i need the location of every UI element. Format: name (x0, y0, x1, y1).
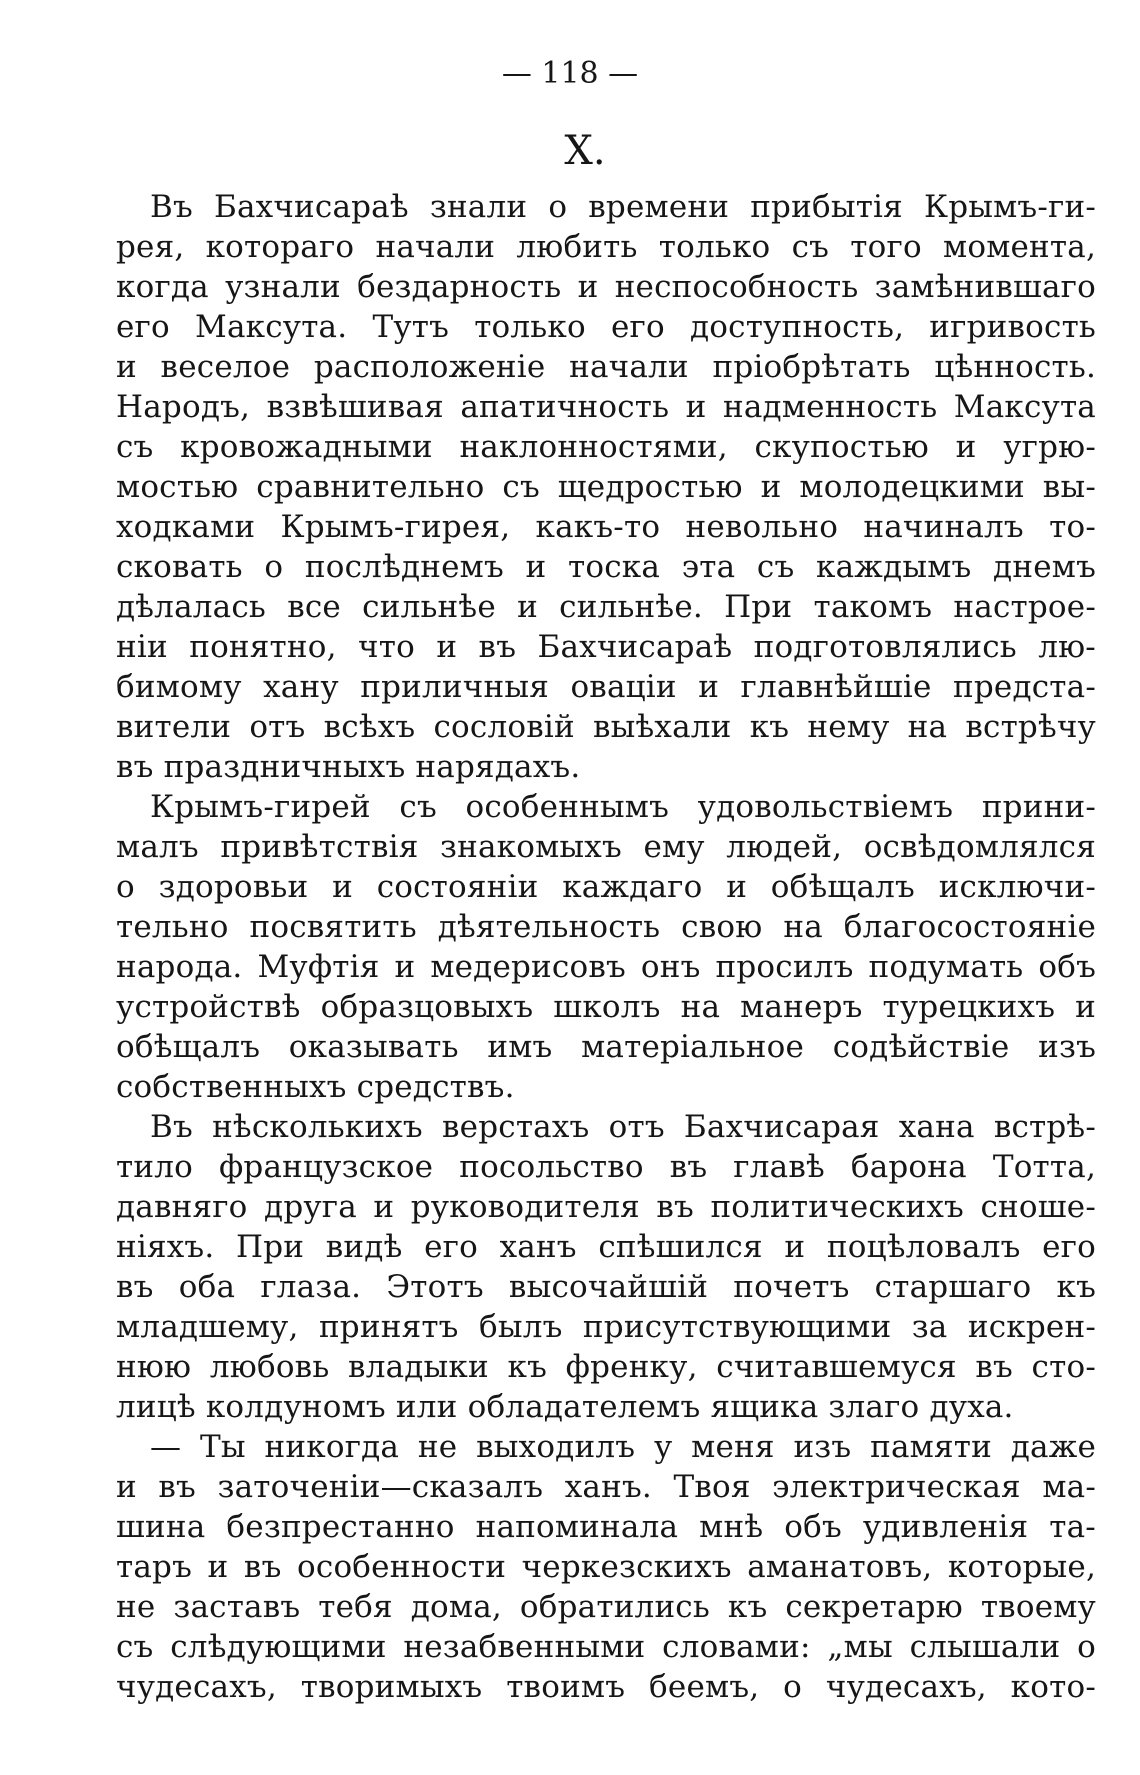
text-line: Крымъ-гирей съ особеннымъ удовольствіемъ прини- (150, 789, 1096, 825)
text-line: Народъ, взвѣшивая апатичность и надменность Максута (116, 389, 1096, 425)
body-text (116, 187, 1096, 1707)
text-line: не заставъ тебя дома, обратились къ секретарю твоему (116, 1589, 1096, 1625)
text-line: бимому хану приличныя оваціи и главнѣйшіе предста- (116, 669, 1096, 705)
text-line: его Максута. Тутъ только его доступность, игривость (116, 309, 1096, 345)
text-line: тило французское посольство въ главѣ барона Тотта, (116, 1149, 1096, 1185)
text-line: съ слѣдующими незабвенными словами: „мы слышали о (116, 1629, 1096, 1665)
paragraph-3 (116, 1107, 1096, 1427)
text-line: обѣщалъ оказывать имъ матеріальное содѣйствіе изъ (116, 1029, 1096, 1065)
paragraph-1 (116, 187, 1096, 787)
text-line: когда узнали бездарность и неспособность замѣнившаго (116, 269, 1096, 305)
text-line: устройствѣ образцовыхъ школъ на манеръ турецкихъ и (116, 989, 1096, 1025)
text-line: малъ привѣтствія знакомыхъ ему людей, освѣдомлялся (116, 829, 1096, 865)
text-line: дѣлалась все сильнѣе и сильнѣе. При такомъ настрое- (116, 589, 1096, 625)
text-line: Въ Бахчисараѣ знали о времени прибытія Крымъ-ги- (150, 189, 1096, 225)
text-line: рея, котораго начали любить только съ того момента, (116, 229, 1096, 265)
text-line: чудесахъ, творимыхъ твоимъ беемъ, о чудесахъ, кото- (116, 1669, 1096, 1705)
text-line: Въ нѣсколькихъ верстахъ отъ Бахчисарая хана встрѣ- (150, 1109, 1096, 1145)
text-line: давняго друга и руководителя въ политическихъ сноше- (116, 1189, 1096, 1225)
text-line: собственныхъ средствъ. (116, 1069, 515, 1105)
text-line: ніяхъ. При видѣ его ханъ спѣшился и поцѣловалъ его (116, 1229, 1096, 1265)
text-line: — Ты никогда не выходилъ у меня изъ памяти даже (150, 1429, 1096, 1465)
paragraph-4 (116, 1427, 1096, 1707)
page-number: — 118 — (501, 56, 639, 91)
text-line: лицѣ колдуномъ или обладателемъ ящика злаго духа. (116, 1389, 1014, 1425)
text-line: таръ и въ особенности черкезскихъ аманатовъ, которые, (116, 1549, 1096, 1585)
text-line: въ оба глаза. Этотъ высочайшій почетъ старшаго къ (116, 1269, 1096, 1305)
text-line: съ кровожадными наклонностями, скупостью и угрю- (116, 429, 1096, 465)
text-line: въ праздничныхъ нарядахъ. (116, 749, 581, 785)
text-line: нюю любовь владыки къ френку, считавшемуся въ сто- (116, 1349, 1096, 1385)
text-line: народа. Муфтія и медерисовъ онъ просилъ подумать объ (116, 949, 1096, 985)
text-line: вители отъ всѣхъ сословій выѣхали къ нему на встрѣчу (116, 709, 1096, 745)
chapter-title: X. (564, 128, 606, 174)
text-line: шина безпрестанно напоминала мнѣ объ удивленія та- (116, 1509, 1096, 1545)
text-line: о здоровьи и состояніи каждаго и обѣщалъ исключи- (116, 869, 1096, 905)
text-line: и въ заточеніи—сказалъ ханъ. Твоя электрическая ма- (116, 1469, 1096, 1505)
text-line: и веселое расположеніе начали пріобрѣтать цѣнность. (116, 349, 1096, 385)
text-line: сковать о послѣднемъ и тоска эта съ каждымъ днемъ (116, 549, 1096, 585)
text-line: тельно посвятить дѣятельность свою на благосостояніе (116, 909, 1096, 945)
text-line: мостью сравнительно съ щедростью и молодецкими вы- (116, 469, 1096, 505)
paragraph-2 (116, 787, 1096, 1107)
text-line: младшему, принятъ былъ присутствующими за искрен- (116, 1309, 1096, 1345)
text-line: ходками Крымъ-гирея, какъ-то невольно начиналъ то- (116, 509, 1096, 545)
text-line: ніи понятно, что и въ Бахчисараѣ подготовлялись лю- (116, 629, 1096, 665)
